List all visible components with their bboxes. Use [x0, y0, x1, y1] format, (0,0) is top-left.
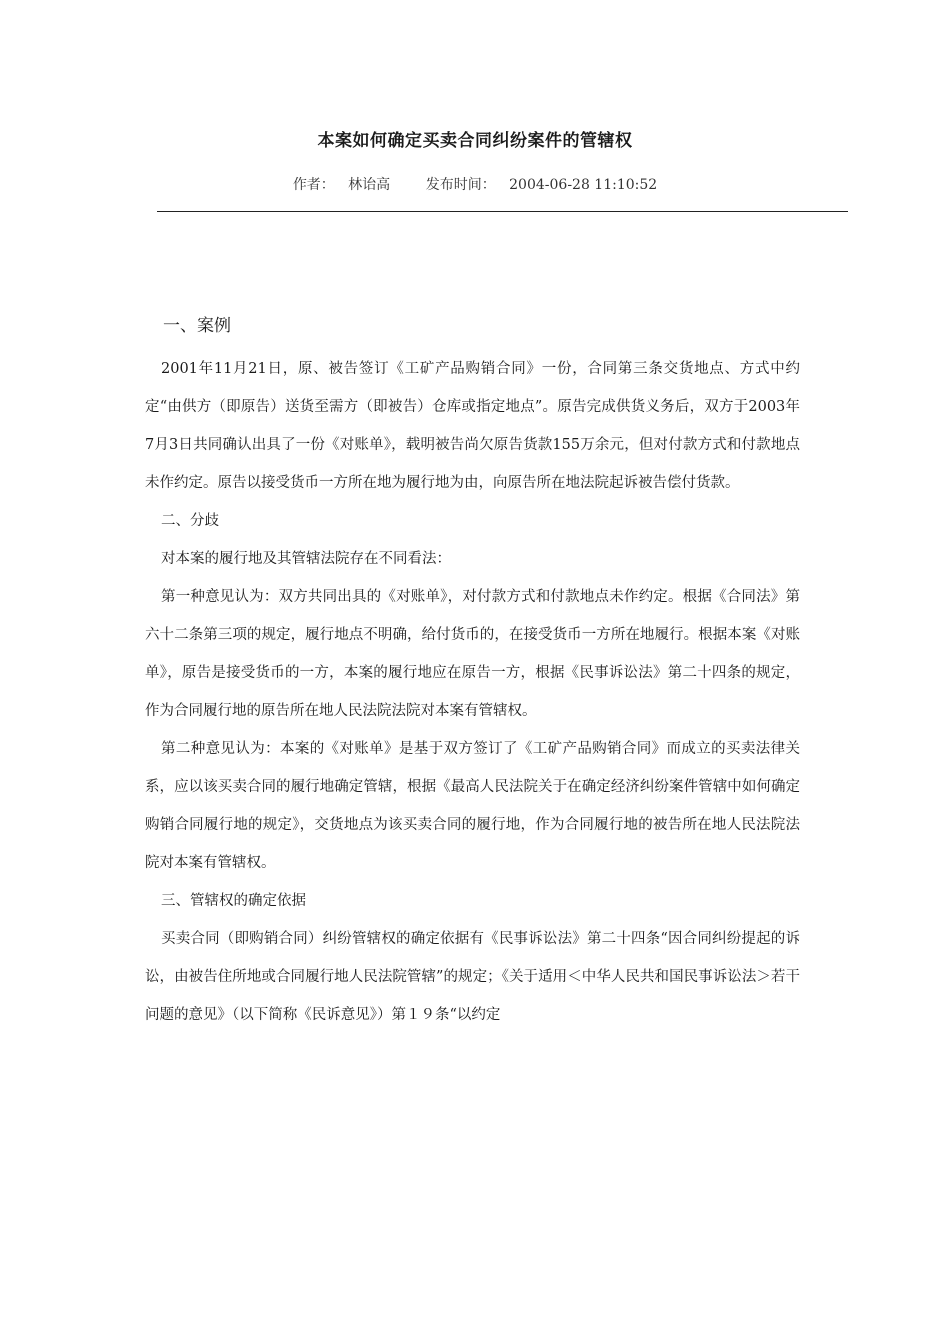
document-title: 本案如何确定买卖合同纠纷案件的管辖权 [317, 131, 633, 151]
section-heading-basis: 三、管辖权的确定依据 [161, 893, 306, 909]
section-heading-dispute: 二、分歧 [161, 513, 219, 529]
section-heading-case: 一、案例 [163, 316, 231, 336]
case-paragraph: 2001年11月21日，原、被告签订《工矿产品购销合同》一份，合同第三条交货地点、方式中约定“由供方（即原告）送货至需方（即被告）仓库或指定地点”。原告完成供货义务后，双方于2003年7月3日共同确认出具了一份《对账单》，载明被告尚欠原告货款155万余元，但对付款方式和付款地点未作约定。原告以接受货币一方所在地为履行地为由，向原告所在地法院起诉被告偿付货款。 [145, 361, 800, 491]
published-time: 2004-06-28 11:10:52 [509, 177, 658, 193]
document-body [145, 312, 800, 1034]
document-meta [0, 174, 950, 194]
opinion-two-paragraph: 第二种意见认为：本案的《对账单》是基于双方签订了《工矿产品购销合同》而成立的买卖法律关系，应以该买卖合同的履行地确定管辖，根据《最高人民法院关于在确定经济纠纷案件管辖中如何确定购销合同履行地的规定》，交货地点为该买卖合同的履行地，作为合同履行地的被告所在地人民法院法院对本案有管辖权。 [145, 741, 800, 871]
basis-paragraph: 买卖合同（即购销合同）纠纷管辖权的确定依据有《民事诉讼法》第二十四条“因合同纠纷提起的诉讼，由被告住所地或合同履行地人民法院管辖”的规定；《关于适用＜中华人民共和国民事诉讼法＞若干问题的意见》（以下简称《民诉意见》）第１９条“以约定 [145, 931, 800, 1023]
author-label: 作者： [292, 177, 335, 193]
published-label: 发布时间： [425, 177, 496, 193]
opinion-one-paragraph: 第一种意见认为：双方共同出具的《对账单》，对付款方式和付款地点未作约定。根据《合同法》第六十二条第三项的规定，履行地点不明确，给付货币的，在接受货币一方所在地履行。根据本案《对账单》，原告是接受货币的一方，本案的履行地应在原告一方，根据《民事诉讼法》第二十四条的规定，作为合同履行地的原告所在地人民法院法院对本案有管辖权。 [145, 589, 800, 719]
author-name: 林诒高 [348, 177, 391, 193]
dispute-intro: 对本案的履行地及其管辖法院存在不同看法： [161, 551, 451, 567]
header-divider [157, 211, 848, 212]
